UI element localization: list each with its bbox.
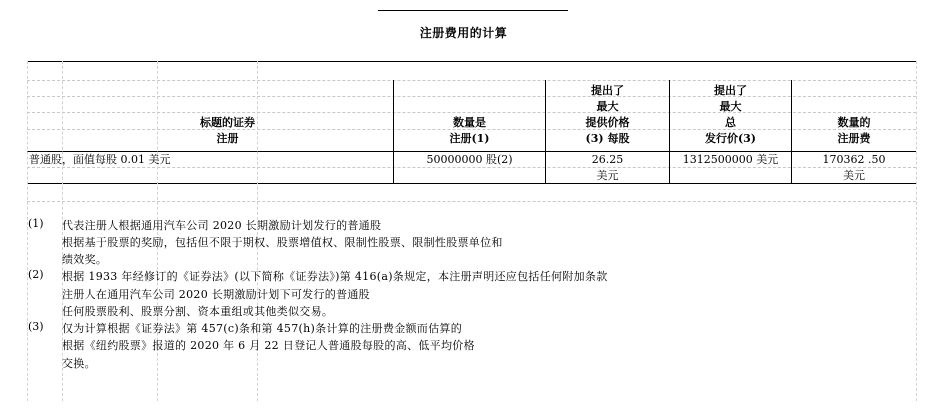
footnote-line: 注册人在通用汽车公司 2020 长期激励计划下可发行的普通股: [62, 288, 370, 301]
grid-line: [916, 61, 917, 401]
value-line: 美元: [596, 169, 619, 182]
footnote-line: 交换。: [62, 357, 96, 370]
cell-aggregate-price: 1312500000 美元: [682, 153, 779, 166]
footnote-number: (3): [28, 320, 44, 333]
footnote-line: 任何股票股利、股票分割、资本重组或其他类似交易。: [62, 305, 334, 318]
header-line: (3) 每股: [585, 132, 630, 145]
header-line: 提出了: [714, 84, 747, 97]
header-aggregate-price: [670, 83, 791, 147]
header-line: 提出了: [591, 84, 624, 97]
header-fee: [792, 115, 916, 147]
value-line: 26.25: [591, 153, 624, 166]
header-line: 标题的证券: [200, 116, 255, 129]
header-line: 最大: [596, 100, 619, 113]
footnote-line: 根据 1933 年经修订的《证券法》(以下简称《证券法》)第 416(a)条规定，本注册声明还应包括任何附加条款: [62, 270, 608, 283]
header-amount: [394, 115, 545, 147]
footnote-line: 根据《纽约股票》报道的 2020 年 6 月 22 日登记人普通股每股的高、低平均价格: [62, 339, 475, 352]
value-line: 美元: [843, 169, 865, 182]
footnote-number: (1): [28, 217, 44, 230]
header-line: 数量的: [837, 116, 871, 129]
header-line: 注册: [216, 132, 239, 145]
header-line: 注册费: [837, 132, 871, 145]
table-bottom-border: [27, 183, 916, 184]
footnote-line: 绩效奖。: [62, 253, 108, 266]
grid-line: [27, 80, 916, 81]
footnote-line: 仅为计算根据《证券法》第 457(c)条和第 457(h)条计算的注册费金额而估算的: [62, 322, 462, 335]
value-line: 170362 .50: [822, 153, 886, 166]
table-top-border: [27, 61, 916, 62]
header-line: 提供价格: [585, 116, 630, 129]
footnote-number: (2): [28, 268, 44, 281]
cell-amount: 50000000 股(2): [426, 153, 513, 166]
header-price-per-share: [546, 83, 669, 147]
page-title: 注册费用的计算: [419, 26, 508, 40]
cell-price-per-share: [546, 152, 669, 184]
header-line: 总: [725, 116, 736, 129]
header-line: 数量是: [453, 116, 486, 129]
footnote-line: 代表注册人根据通用汽车公司 2020 长期激励计划发行的普通股: [62, 219, 382, 232]
header-line: 注册(1): [449, 132, 490, 145]
cell-security: 普通股，面值每股 0.01 美元: [29, 153, 171, 166]
cell-fee: [792, 152, 916, 184]
top-rule: [378, 10, 568, 11]
grid-line: [27, 61, 28, 401]
footnote-line: 根据基于股票的奖励，包括但不限于期权、股票增值权、限制性股票、限制性股票单位和: [62, 236, 503, 249]
grid-line: [27, 201, 916, 202]
header-line: 最大: [719, 100, 742, 113]
header-security-title: [62, 115, 393, 147]
header-line: 发行价(3): [704, 132, 757, 145]
